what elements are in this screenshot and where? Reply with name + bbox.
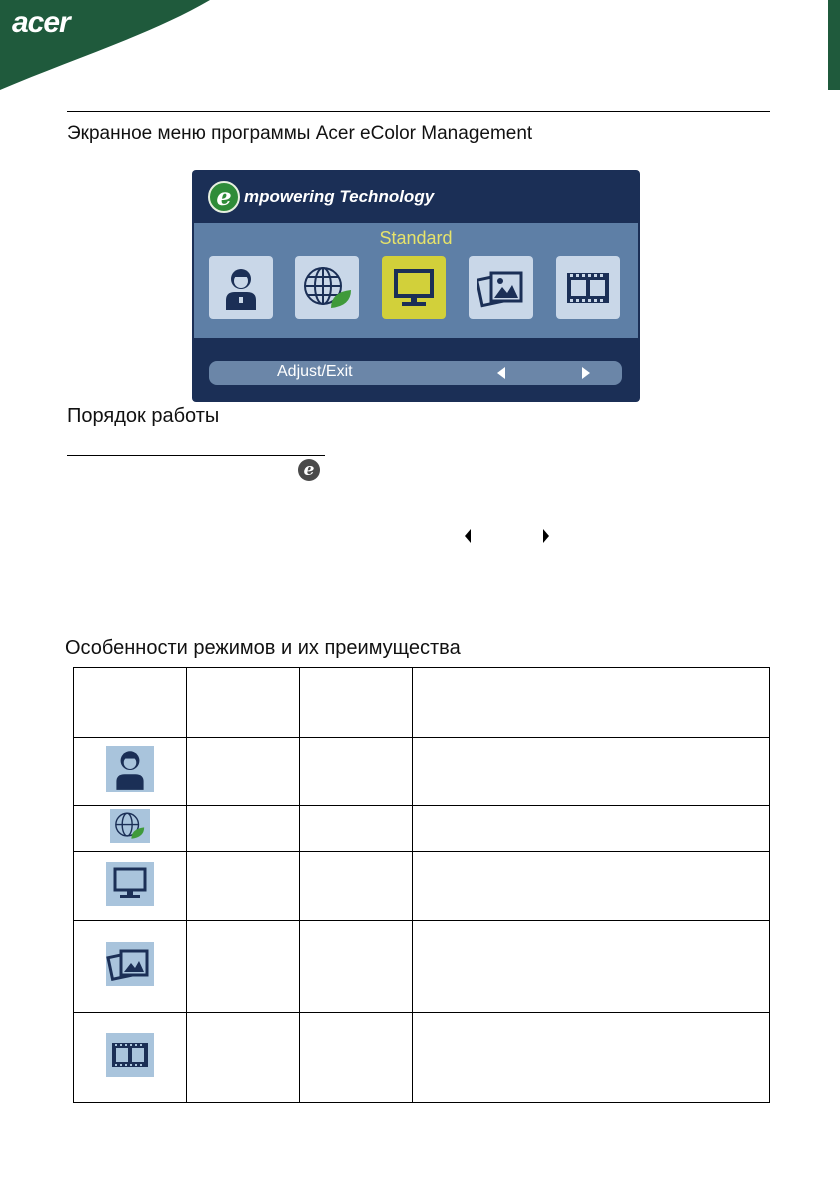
left-arrow-icon[interactable]: [497, 367, 505, 379]
eco-mode-button[interactable]: [295, 256, 359, 319]
current-mode-label: Standard: [379, 228, 453, 248]
user-mode-button[interactable]: [209, 256, 273, 319]
table-row: [74, 738, 770, 806]
icon-cell: [74, 806, 187, 852]
icon-cell: [74, 1013, 187, 1103]
osd-adjust-bar: [209, 361, 622, 385]
table-row: [74, 806, 770, 852]
adjust-exit-label: Adjust/Exit: [277, 363, 353, 380]
header-cell: [413, 668, 770, 738]
user-mode-icon: [106, 746, 154, 792]
procedure-title: Порядок работы: [67, 405, 220, 427]
table-row: [74, 921, 770, 1013]
graphics-mode-button[interactable]: [469, 256, 533, 319]
icon-cell: [74, 738, 187, 806]
header-cell: [300, 668, 413, 738]
table-header-row: [74, 668, 770, 738]
procedure-rule: [67, 455, 325, 456]
header-cell: [74, 668, 187, 738]
osd-title: mpowering Technology: [244, 187, 435, 206]
header-right-bar: [828, 0, 840, 90]
empowering-logo-icon: e: [208, 181, 240, 213]
standard-mode-icon: [106, 862, 154, 906]
standard-mode-icon: [394, 269, 434, 307]
osd-menu: [192, 170, 640, 402]
acer-logo: acer: [12, 6, 70, 39]
right-key-icon: [543, 529, 549, 543]
eco-mode-icon: [110, 809, 150, 843]
graphics-mode-icon: [477, 267, 525, 309]
osd-mode-panel: [194, 223, 638, 338]
modes-table: [73, 667, 770, 1103]
header-cell: [187, 668, 300, 738]
left-key-icon: [465, 529, 471, 543]
movie-mode-icon: [106, 1033, 154, 1077]
standard-mode-button[interactable]: [382, 256, 446, 319]
osd-header: [208, 180, 434, 214]
movie-mode-button[interactable]: [556, 256, 620, 319]
icon-cell: [74, 852, 187, 921]
features-title: Особенности режимов и их преимущества: [65, 637, 461, 659]
right-arrow-icon[interactable]: [582, 367, 590, 379]
osd-section-title: Экранное меню программы Acer eColor Management: [67, 123, 533, 144]
table-row: [74, 852, 770, 921]
empowering-key-icon: e: [298, 459, 320, 481]
table-row: [74, 1013, 770, 1103]
icon-cell: [74, 921, 187, 1013]
header-swoosh: [0, 0, 840, 95]
eco-mode-icon: [301, 264, 353, 312]
graphics-mode-icon: [106, 942, 154, 986]
user-mode-icon: [223, 266, 259, 310]
top-rule: [67, 111, 770, 112]
movie-mode-icon: [565, 271, 611, 305]
